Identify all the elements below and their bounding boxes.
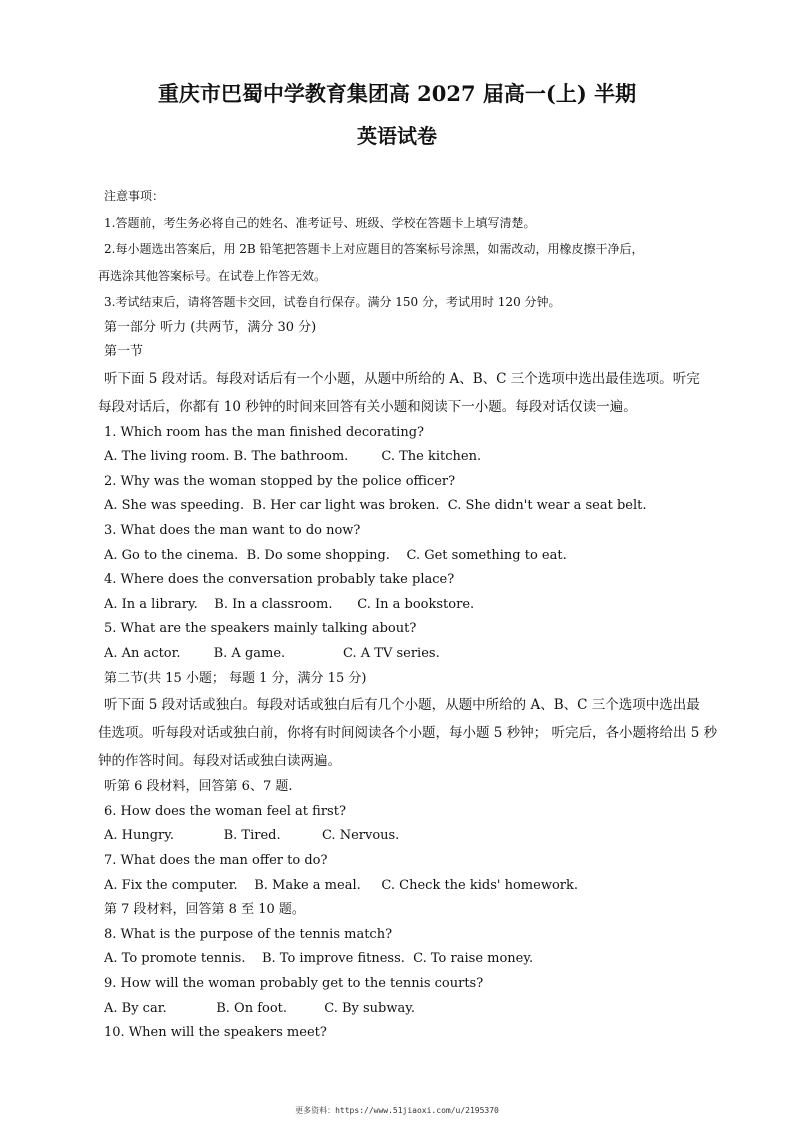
question-10: 10. When will the speakers meet? — [104, 1025, 327, 1041]
question-2: 2. Why was the woman stopped by the police officer? — [104, 473, 456, 489]
notice-item-1: 1.答题前，考生务必将自己的姓名、准考证号、班级、学校在答题卡上填写清楚。 — [104, 215, 536, 230]
question-2-options: A. She was speeding. B. Her car light was broken. C. She didn't wear a seat belt. — [104, 498, 647, 514]
question-9: 9. How will the woman probably get to the tennis courts? — [104, 975, 484, 991]
section2-instruction-c: 钟的作答时间。每段对话或独白读两遍。 — [98, 753, 341, 770]
question-7: 7. What does the man offer to do? — [104, 853, 328, 868]
material-6-label: 听第 6 段材料，回答第 6、7 题. — [104, 779, 293, 795]
question-5: 5. What are the speakers mainly talking about? — [104, 621, 417, 637]
section2-instruction-b: 佳选项。听每段对话或独白前，你将有时间阅读各个小题，每小题 5 秒钟； 听完后，各小题将给出 5 秒 — [98, 725, 718, 742]
exam-title: 重庆市巴蜀中学教育集团高 2027 届高一(上) 半期 — [157, 81, 637, 106]
question-8: 8. What is the purpose of the tennis match? — [104, 926, 393, 942]
section1-instruction-b: 每段对话后，你都有 10 秒钟的时间来回答有关小题和阅读下一小题。每段对话仅读一遍。 — [98, 398, 637, 415]
exam-subtitle: 英语试卷 — [357, 124, 437, 148]
section1-heading: 第一节 — [104, 344, 144, 360]
question-6-options: A. Hungry. B. Tired. C. Nervous. — [104, 828, 400, 844]
notice-item-2b: 再选涂其他答案标号。在试卷上作答无效。 — [98, 268, 327, 283]
question-4-options: A. In a library. B. In a classroom. C. In a bookstore. — [104, 596, 475, 612]
section1-instruction-a: 听下面 5 段对话。每段对话后有一个小题，从题中所给的 A、B、C 三个选项中选出最佳选项。听完 — [104, 370, 700, 387]
question-7-options: A. Fix the computer. B. Make a meal. C. Check the kids' homework. — [104, 877, 579, 893]
question-6: 6. How does the woman feel at first? — [104, 803, 346, 819]
question-1: 1. Which room has the man finished decorating? — [104, 424, 424, 440]
question-1-options: A. The living room. B. The bathroom. C. The kitchen. — [104, 449, 482, 465]
material-7-label: 第 7 段材料，回答第 8 至 10 题。 — [104, 902, 305, 918]
notice-item-2a: 2.每小题选出答案后，用 2B 铅笔把答题卡上对应题目的答案标号涂黑，如需改动，用橡皮擦干净后， — [104, 242, 644, 256]
question-3-options: A. Go to the cinema. B. Do some shopping. C. Get something to eat. — [104, 547, 567, 563]
question-5-options: A. An actor. B. A game. C. A TV series. — [104, 646, 440, 662]
footer-link[interactable]: 更多资料：https://www.51jiaoxi.com/u/2195370 — [295, 1106, 499, 1115]
question-8-options: A. To promote tennis. B. To improve fitness. C. To raise money. — [104, 951, 534, 967]
notice-item-3: 3.考试结束后，请将答题卡交回，试卷自行保存。满分 150 分，考试用时 120 分钟。 — [104, 295, 561, 309]
section2-instruction-a: 听下面 5 段对话或独白。每段对话或独白后有几个小题，从题中所给的 A、B、C 三个选项中选出最 — [104, 697, 700, 714]
section2-heading: 第二节(共 15 小题； 每题 1 分，满分 15 分) — [104, 670, 367, 686]
question-3: 3. What does the man want to do now? — [104, 523, 361, 539]
part1-heading: 第一部分 听力 (共两节，满分 30 分) — [104, 319, 317, 335]
question-4: 4. Where does the conversation probably take place? — [104, 572, 455, 588]
notice-heading: 注意事项： — [104, 189, 165, 203]
exam-content — [98, 183, 718, 1046]
question-9-options: A. By car. B. On foot. C. By subway. — [104, 1000, 415, 1016]
